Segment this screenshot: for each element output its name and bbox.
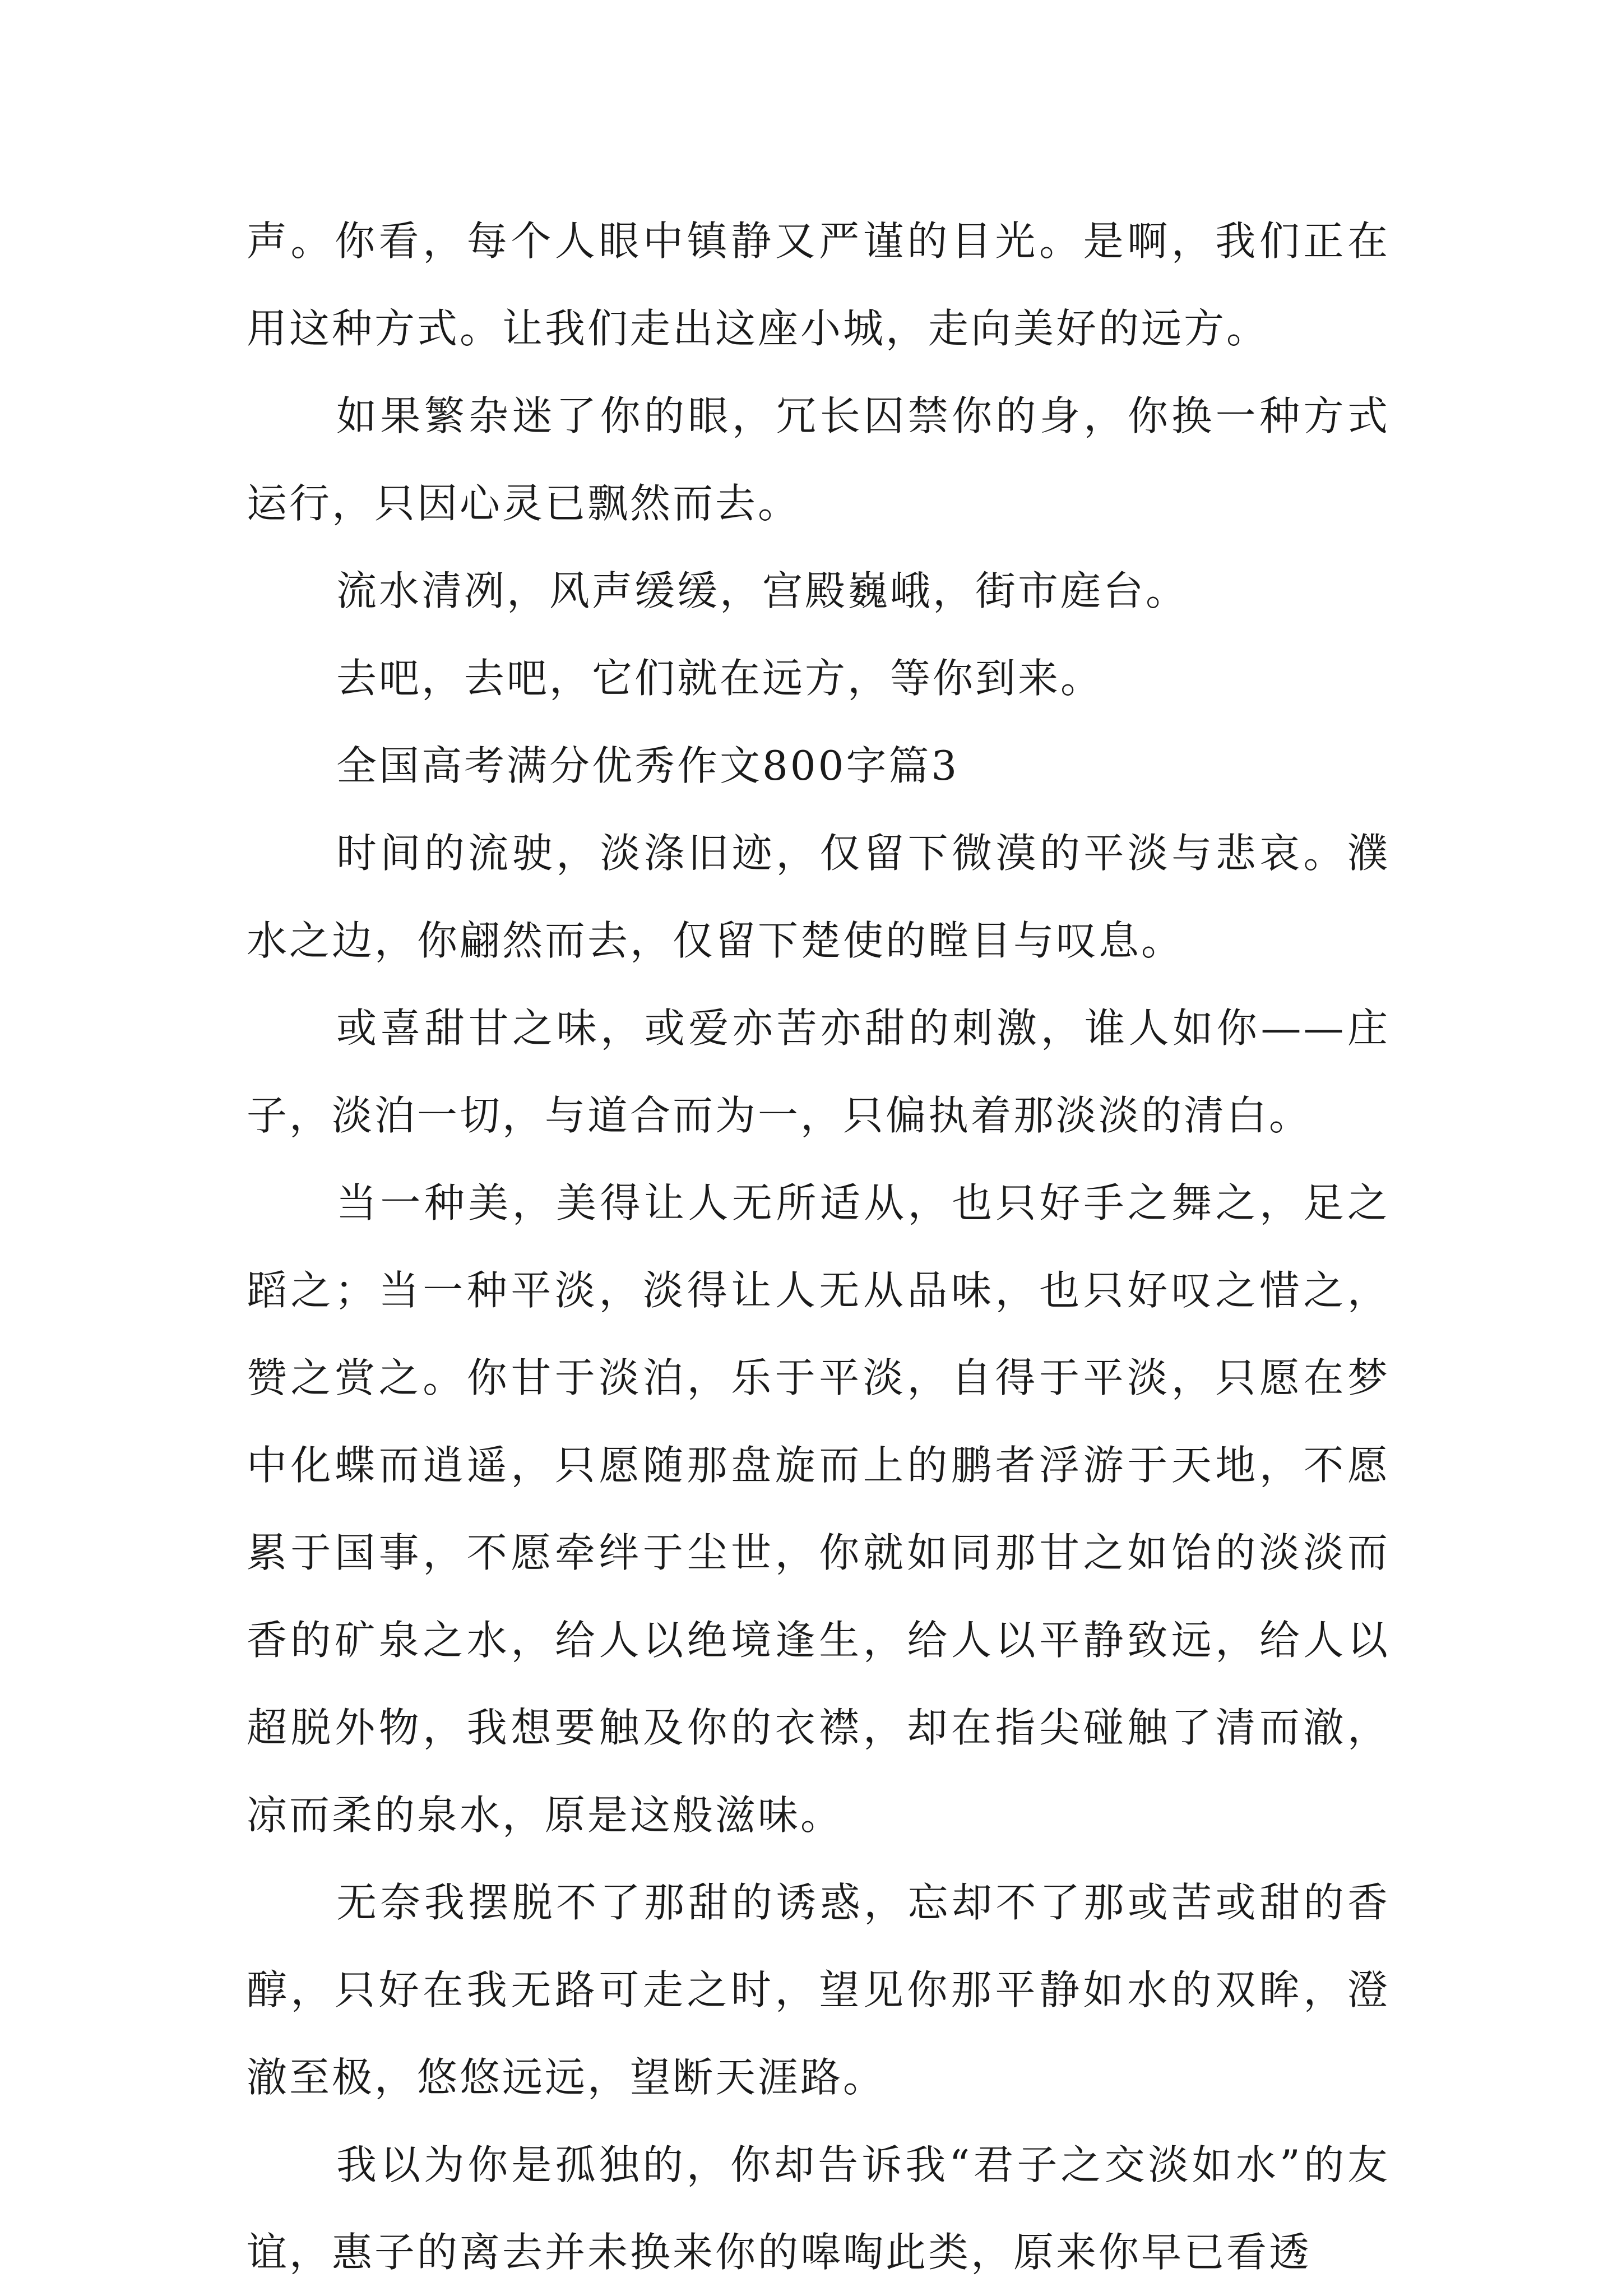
- paragraph-6: 或喜甜甘之味，或爱亦苦亦甜的刺激，谁人如你——庄子，淡泊一切，与道合而为一，只偏执着那淡淡的清白。: [247, 1004, 1390, 1139]
- paragraph-9: 我以为你是孤独的，你却告诉我“君子之交淡如水”的友谊，惠子的离去并未换来你的嗥啕此类，原来你早已看透: [247, 2141, 1390, 2276]
- section-heading: 全国高考满分优秀作文800字篇3: [336, 742, 960, 789]
- paragraph-5: 时间的流驶，淡涤旧迹，仅留下微漠的平淡与悲哀。濮水之边，你翩然而去，仅留下楚使的瞠目与叹息。: [247, 830, 1390, 964]
- paragraph-3: 流水清冽，风声缓缓，宫殿巍峨，街市庭台。: [336, 567, 1189, 614]
- paragraph-1: 声。你看，每个人眼中镇静又严谨的目光。是啊，我们正在用这种方式。让我们走出这座小城，走向美好的远方。: [247, 217, 1390, 352]
- paragraph-8: 无奈我摆脱不了那甜的诱惑，忘却不了那或苦或甜的香醇，只好在我无路可走之时，望见你那平静如水的双眸，澄澈至极，悠悠远远，望断天涯路。: [247, 1879, 1390, 2101]
- paragraph-2: 如果繁杂迷了你的眼，冗长囚禁你的身，你换一种方式运行，只因心灵已飘然而去。: [247, 392, 1390, 527]
- body-text: [247, 197, 1390, 2296]
- paragraph-7: 当一种美，美得让人无所适从，也只好手之舞之，足之蹈之；当一种平淡，淡得让人无从品味，也只好叹之惜之，赞之赏之。你甘于淡泊，乐于平淡，自得于平淡，只愿在梦中化蝶而逍遥，只愿随那盘旋而上的鹏者浮游于天地，不愿累于国事，不愿牵绊于尘世，你就如同那甘之如饴的淡淡而香的矿泉之水，给人以绝境逢生，给人以平静致远，给人以超脱外物，我想要触及你的衣襟，却在指尖碰触了清而澈，凉而柔的泉水，原是这般滋味。: [247, 1179, 1390, 1839]
- paragraph-4: 去吧，去吧，它们就在远方，等你到来。: [336, 655, 1104, 702]
